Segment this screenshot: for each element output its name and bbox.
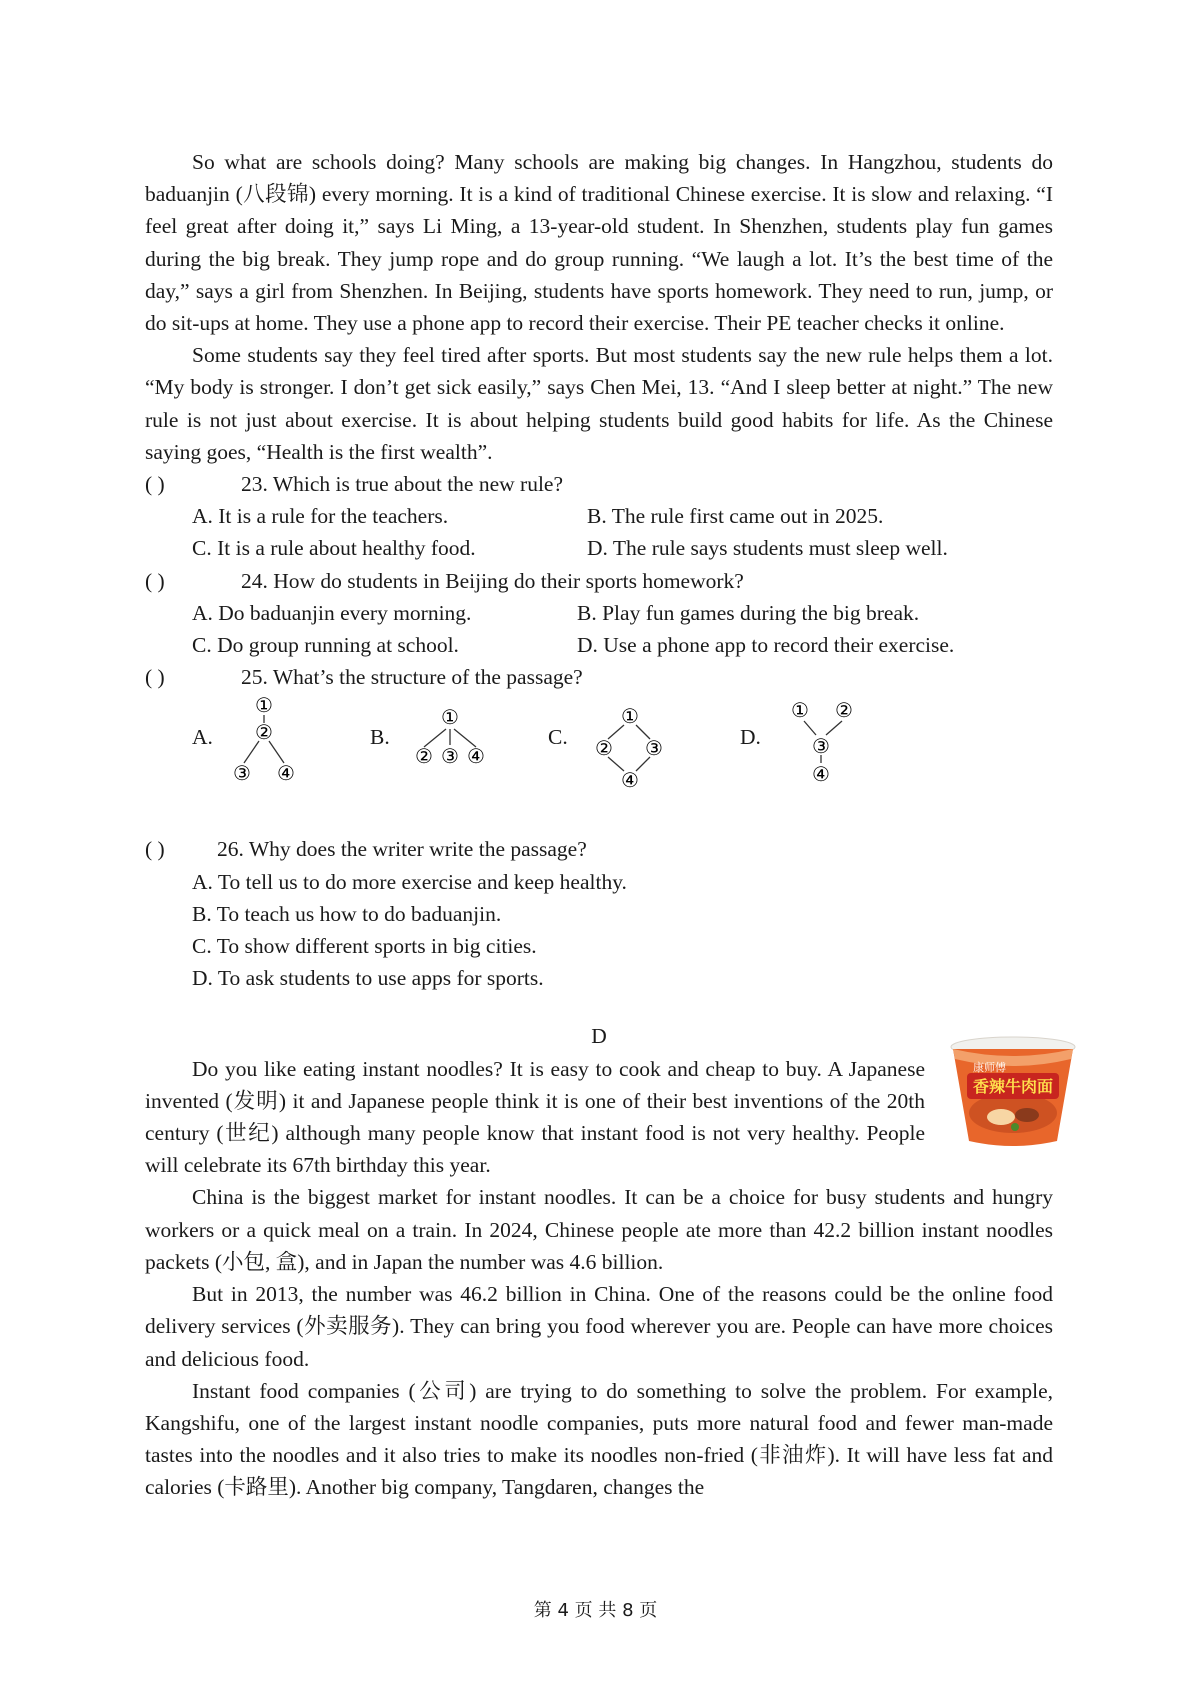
- passage-d-paragraph-1-part: [145, 1053, 925, 1182]
- answer-blank[interactable]: ( ): [145, 837, 165, 862]
- option-d: D. Use a phone app to record their exercise.: [577, 633, 955, 658]
- option-a: A. To tell us to do more exercise and keep healthy.: [192, 869, 627, 894]
- node-4: ④: [277, 761, 295, 786]
- option-d: D. The rule says students must sleep well.: [587, 536, 948, 561]
- option-d: D. To ask students to use apps for sports.: [192, 966, 544, 991]
- node-1: ①: [621, 705, 639, 729]
- passage-d-paragraph-4: Instant food companies (公司) are trying to do something to solve the problem. For example, Kangshifu, one of the largest instant noodle companies, puts more natural food and fewer man-made tastes into the noodles and it also tries to make its noodles non-fried (非油炸). It will have less fat and calories (卡路里). Another big company, Tangdaren, changes the: [145, 1378, 1053, 1500]
- node-2: ②: [595, 736, 613, 761]
- question-24: [145, 565, 1053, 597]
- option-a: A. Do baduanjin every morning.: [192, 600, 472, 625]
- answer-blank[interactable]: ( ): [145, 568, 165, 593]
- question-23-options: [192, 500, 1053, 564]
- structure-b-svg: [404, 705, 504, 805]
- structure-d-svg: [782, 699, 872, 799]
- option-c: C. It is a rule about healthy food.: [192, 536, 476, 561]
- structure-c-svg: [584, 705, 674, 805]
- structure-diagrams: [192, 693, 1053, 833]
- page-content: [145, 146, 1053, 1504]
- passage-d-intro: [145, 1053, 1053, 1182]
- diagram-label-c: C.: [548, 725, 568, 750]
- passage-d-paragraph-1: Do you like eating instant noodles? It is easy to cook and cheap to buy. A Japanese invented (发明) it and Japanese people think it is one of their best inventions of the 20th century (世纪) although many people know that instant food is not very healthy. People will celebrate its 67th birthday this year.: [145, 1056, 925, 1178]
- node-3: ③: [812, 734, 830, 759]
- option-b: B. Play fun games during the big break.: [577, 600, 920, 625]
- question-text: 26. Why does the writer write the passage?: [217, 837, 587, 862]
- node-2: ②: [415, 744, 433, 769]
- diagram-label-b: B.: [370, 725, 390, 750]
- node-2: ②: [255, 720, 273, 745]
- instant-noodle-cup-icon: [949, 1033, 1077, 1151]
- passage-c-paragraph-2: Some students say they feel tired after sports. But most students say the new rule helps them a lot. “My body is stronger. I don’t get sick easily,” says Chen Mei, 13. “And I sleep better at night.” The new rule is not just about exercise. It is about helping students build good habits for life. As the Chinese saying goes, “Health is the first wealth”.: [145, 343, 1053, 464]
- question-26: [145, 833, 1053, 865]
- question-25: [145, 661, 1053, 693]
- passage-d-paragraph-2: China is the biggest market for instant noodles. It can be a choice for busy students and hungry workers or a quick meal on a train. In 2024, Chinese people ate more than 42.2 billion instant noodles packets (小包, 盒), and in Japan the number was 4.6 billion.: [145, 1185, 1053, 1274]
- option-c: C. To show different sports in big cities.: [192, 934, 537, 959]
- option-b: B. To teach us how to do baduanjin.: [192, 901, 502, 926]
- brand-text: 康师傅: [973, 1060, 1006, 1074]
- page-footer: 第 4 页 共 8 页: [533, 1600, 658, 1621]
- node-4: ④: [467, 744, 485, 769]
- flavor-text: 香辣牛肉面: [972, 1076, 1054, 1096]
- diagram-label-a: A.: [192, 725, 213, 750]
- option-a: A. It is a rule for the teachers.: [192, 504, 449, 529]
- node-4: ④: [812, 762, 830, 787]
- question-26-options: [192, 866, 1053, 995]
- node-2: ②: [835, 699, 853, 723]
- node-3: ③: [441, 744, 459, 769]
- question-text: 25. What’s the structure of the passage?: [241, 665, 583, 690]
- node-1: ①: [441, 705, 459, 730]
- passage-d-paragraph-3: But in 2013, the number was 46.2 billion in China. One of the reasons could be the online food delivery services (外卖服务). They can bring you food wherever you are. People can have more choices and delicious food.: [145, 1282, 1053, 1371]
- answer-blank[interactable]: ( ): [145, 665, 165, 690]
- question-24-options: [192, 597, 1053, 661]
- node-1: ①: [791, 699, 809, 723]
- node-1: ①: [255, 693, 273, 718]
- answer-blank[interactable]: ( ): [145, 472, 165, 497]
- node-4: ④: [621, 768, 639, 793]
- question-23: [145, 468, 1053, 500]
- question-text: 23. Which is true about the new rule?: [241, 472, 564, 497]
- question-text: 24. How do students in Beijing do their sports homework?: [241, 568, 744, 593]
- passage-c-paragraph-1: So what are schools doing? Many schools are making big changes. In Hangzhou, students do baduanjin (八段锦) every morning. It is a kind of traditional Chinese exercise. It is slow and relaxing. “I feel great after doing it,” says Li Ming, a 13-year-old student. In Shenzhen, students play fun games during the big break. They jump rope and do group running. “We laugh a lot. It’s the best time of the day,” says a girl from Shenzhen. In Beijing, students have sports homework. They need to run, jump, or do sit-ups at home. They use a phone app to record their exercise. Their PE teacher checks it online.: [145, 150, 1053, 336]
- passage-d-title: D: [591, 1024, 607, 1049]
- diagram-label-d: D.: [740, 725, 761, 750]
- structure-a-svg: [228, 693, 318, 793]
- node-3: ③: [645, 736, 663, 761]
- option-b: B. The rule first came out in 2025.: [587, 504, 884, 529]
- option-c: C. Do group running at school.: [192, 633, 459, 658]
- node-3: ③: [233, 761, 251, 786]
